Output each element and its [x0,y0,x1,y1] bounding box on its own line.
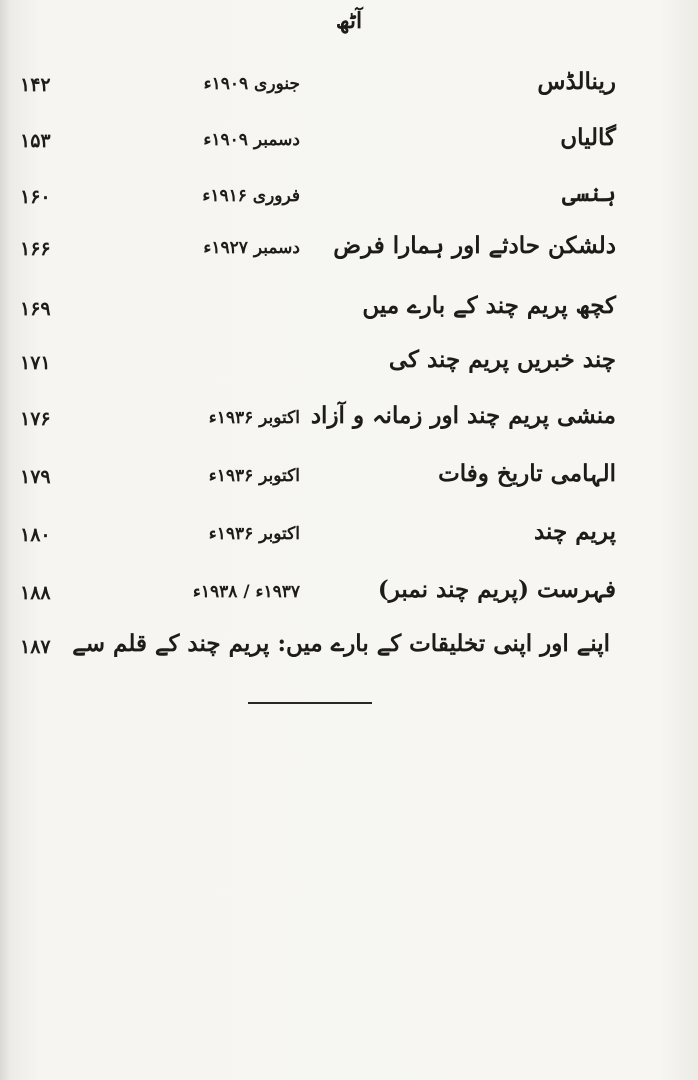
toc-date: اکتوبر ۱۹۳۶ء [208,524,300,544]
page-number: آٹھ [335,8,363,34]
toc-title: منشی پریم چند اور زمانہ و آزاد [310,402,616,429]
toc-page: ۱۶۰ [20,186,51,208]
toc-page: ۱۸۷ [20,636,51,658]
toc-page: ۱۸۸ [20,582,51,604]
toc-page: ۱۶۶ [20,238,51,260]
toc-entry [0,346,698,386]
toc-title: چند خبریں پریم چند کی [388,346,616,373]
toc-title: رینالڈس [537,68,616,95]
toc-date: جنوری ۱۹۰۹ء [203,74,300,94]
toc-title: گالیاں [560,124,616,151]
toc-entry [0,68,698,108]
toc-date: ۱۹۳۷ء / ۱۹۳۸ء [192,582,300,602]
section-divider [248,702,372,704]
toc-title: فہرست (پریم چند نمبر) [377,576,616,603]
toc-entry [0,518,698,558]
toc-title: ہنسی [562,180,616,207]
toc-page: ۱۷۱ [20,352,51,374]
toc-entry [0,180,698,220]
toc-title: پریم چند [533,518,616,545]
toc-page: ۱۵۳ [20,130,51,152]
toc-title: دلشکن حادثے اور ہمارا فرض [333,232,616,259]
toc-page: ۱۸۰ [20,524,51,546]
toc-date: دسمبر ۱۹۲۷ء [203,238,300,258]
toc-page: ۱۷۶ [20,408,51,430]
toc-entry [0,402,698,442]
toc-date: فروری ۱۹۱۶ء [202,186,300,206]
toc-date: دسمبر ۱۹۰۹ء [203,130,300,150]
toc-page: ۱۷۹ [20,466,51,488]
toc-entry [0,292,698,332]
toc-title: الہامی تاریخ وفات [438,460,616,487]
toc-entry [0,630,698,670]
toc-entry [0,460,698,500]
toc-entry [0,576,698,616]
toc-page: ۱۴۲ [20,74,51,96]
toc-entry [0,124,698,164]
toc-date: اکتوبر ۱۹۳۶ء [208,408,300,428]
toc-entry [0,232,698,272]
toc-title: اپنے اور اپنی تخلیقات کے بارے میں: پریم چند کے قلم سے [72,630,610,657]
toc-date: اکتوبر ۱۹۳۶ء [208,466,300,486]
toc-page: ۱۶۹ [20,298,51,320]
toc-title: کچھ پریم چند کے بارے میں [362,292,616,319]
